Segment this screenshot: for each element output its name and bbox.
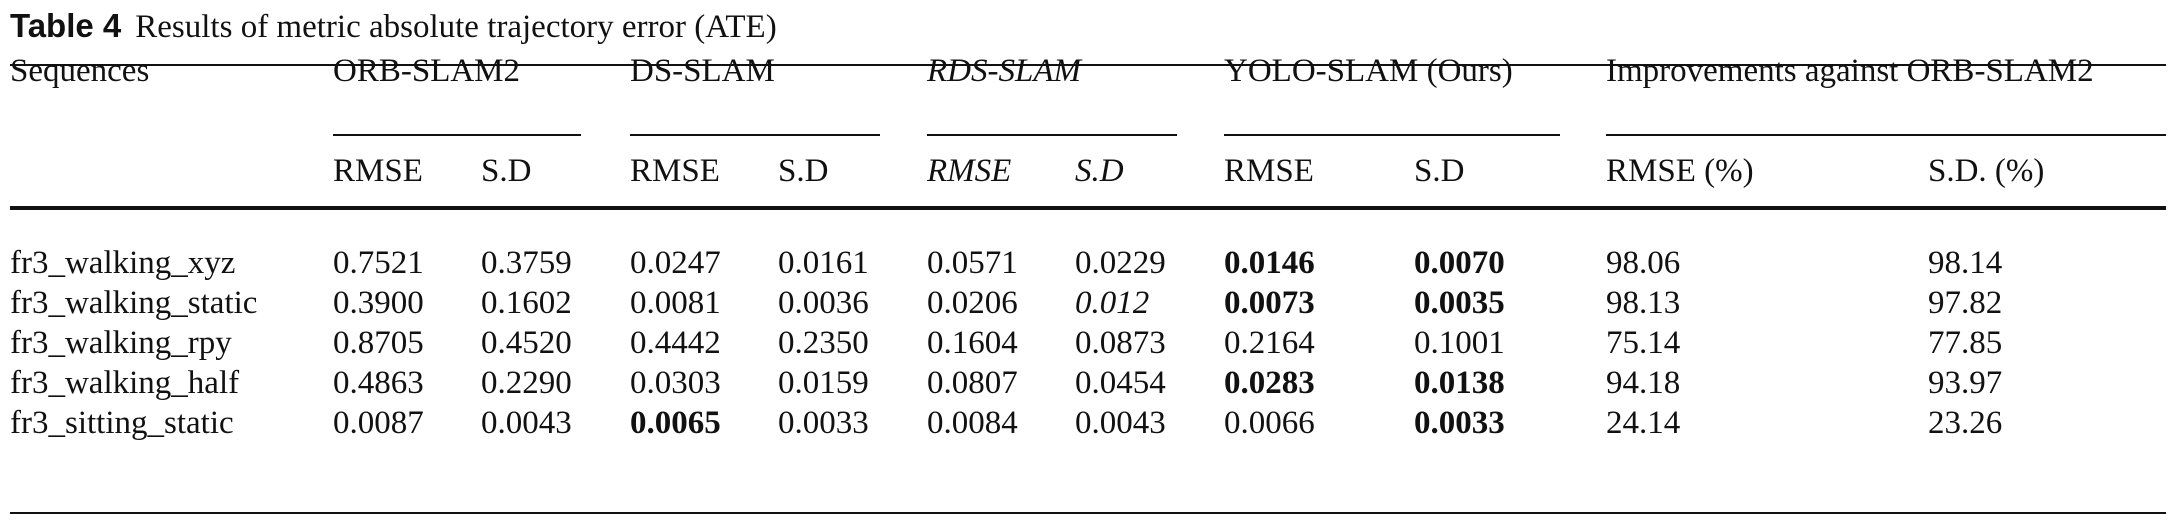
- cell-sitting-static-ds-sd: 0.0033: [778, 405, 869, 441]
- cell-walking-static-rds-sd: 0.012: [1075, 285, 1150, 321]
- cell-sitting-static-yolo-sd: 0.0033: [1414, 405, 1505, 441]
- cell-walking-rpy-sequence: fr3_walking_rpy: [10, 325, 232, 361]
- cell-walking-xyz-improve-rmse: 98.06: [1606, 245, 1681, 281]
- cell-walking-half-yolo-sd: 0.0138: [1414, 365, 1505, 401]
- group-rule-improvements: [1606, 134, 2166, 136]
- header-group-rds-slam: RDS-SLAM: [927, 53, 1081, 89]
- cell-walking-xyz-rds-rmse: 0.0571: [927, 245, 1018, 281]
- cell-walking-xyz-rds-sd: 0.0229: [1075, 245, 1166, 281]
- cell-walking-rpy-ds-rmse: 0.4442: [630, 325, 721, 361]
- table-title: Results of metric absolute trajectory error (ATE): [135, 9, 777, 45]
- cell-walking-rpy-orb-sd: 0.4520: [481, 325, 572, 361]
- cell-walking-rpy-orb-rmse: 0.8705: [333, 325, 424, 361]
- cell-sitting-static-improve-sd: 23.26: [1928, 405, 2003, 441]
- cell-sitting-static-yolo-rmse: 0.0066: [1224, 405, 1315, 441]
- cell-walking-rpy-ds-sd: 0.2350: [778, 325, 869, 361]
- cell-walking-static-yolo-rmse: 0.0073: [1224, 285, 1315, 321]
- subheader-orb-sd: S.D: [481, 153, 532, 189]
- cell-walking-static-ds-rmse: 0.0081: [630, 285, 721, 321]
- subheader-improve-rmse: RMSE (%): [1606, 153, 1754, 189]
- cell-walking-half-improve-sd: 93.97: [1928, 365, 2003, 401]
- cell-walking-half-orb-rmse: 0.4863: [333, 365, 424, 401]
- table-caption: [10, 4, 777, 49]
- cell-walking-rpy-improve-rmse: 75.14: [1606, 325, 1681, 361]
- subheader-ds-sd: S.D: [778, 153, 829, 189]
- cell-walking-half-rds-rmse: 0.0807: [927, 365, 1018, 401]
- cell-walking-static-ds-sd: 0.0036: [778, 285, 869, 321]
- cell-walking-rpy-yolo-rmse: 0.2164: [1224, 325, 1315, 361]
- cell-walking-rpy-improve-sd: 77.85: [1928, 325, 2003, 361]
- subheader-rds-sd: S.D: [1075, 153, 1124, 189]
- header-group-improvements: Improvements against ORB-SLAM2: [1606, 53, 2094, 89]
- cell-sitting-static-sequence: fr3_sitting_static: [10, 405, 234, 441]
- cell-walking-xyz-ds-rmse: 0.0247: [630, 245, 721, 281]
- cell-walking-half-yolo-rmse: 0.0283: [1224, 365, 1315, 401]
- subheader-yolo-rmse: RMSE: [1224, 153, 1314, 189]
- subheader-yolo-sd: S.D: [1414, 153, 1465, 189]
- cell-sitting-static-orb-sd: 0.0043: [481, 405, 572, 441]
- table-label: Table 4: [10, 7, 122, 44]
- cell-walking-static-improve-sd: 97.82: [1928, 285, 2003, 321]
- cell-walking-rpy-rds-rmse: 0.1604: [927, 325, 1018, 361]
- cell-walking-xyz-yolo-sd: 0.0070: [1414, 245, 1505, 281]
- cell-walking-static-sequence: fr3_walking_static: [10, 285, 258, 321]
- cell-walking-static-orb-sd: 0.1602: [481, 285, 572, 321]
- cell-walking-xyz-orb-sd: 0.3759: [481, 245, 572, 281]
- cell-walking-static-rds-rmse: 0.0206: [927, 285, 1018, 321]
- bottom-rule: [10, 512, 2166, 514]
- group-rule-rds-slam: [927, 134, 1177, 136]
- subheader-orb-rmse: RMSE: [333, 153, 423, 189]
- subheader-ds-rmse: RMSE: [630, 153, 720, 189]
- cell-sitting-static-rds-sd: 0.0043: [1075, 405, 1166, 441]
- cell-walking-xyz-sequence: fr3_walking_xyz: [10, 245, 236, 281]
- header-group-orb-slam2: ORB-SLAM2: [333, 53, 521, 89]
- cell-sitting-static-improve-rmse: 24.14: [1606, 405, 1681, 441]
- cell-sitting-static-rds-rmse: 0.0084: [927, 405, 1018, 441]
- cell-walking-half-ds-rmse: 0.0303: [630, 365, 721, 401]
- cell-walking-rpy-yolo-sd: 0.1001: [1414, 325, 1505, 361]
- cell-walking-half-orb-sd: 0.2290: [481, 365, 572, 401]
- cell-sitting-static-ds-rmse: 0.0065: [630, 405, 721, 441]
- group-rule-yolo-slam: [1224, 134, 1560, 136]
- cell-walking-half-rds-sd: 0.0454: [1075, 365, 1166, 401]
- cell-walking-xyz-ds-sd: 0.0161: [778, 245, 869, 281]
- cell-walking-static-yolo-sd: 0.0035: [1414, 285, 1505, 321]
- cell-walking-static-improve-rmse: 98.13: [1606, 285, 1681, 321]
- header-group-yolo-slam: YOLO-SLAM (Ours): [1224, 53, 1513, 89]
- cell-walking-half-improve-rmse: 94.18: [1606, 365, 1681, 401]
- cell-walking-half-sequence: fr3_walking_half: [10, 365, 240, 401]
- cell-sitting-static-orb-rmse: 0.0087: [333, 405, 424, 441]
- cell-walking-xyz-orb-rmse: 0.7521: [333, 245, 424, 281]
- cell-walking-xyz-yolo-rmse: 0.0146: [1224, 245, 1315, 281]
- group-rule-orb-slam2: [333, 134, 581, 136]
- header-rule: [10, 206, 2166, 210]
- subheader-rds-rmse: RMSE: [927, 153, 1012, 189]
- cell-walking-static-orb-rmse: 0.3900: [333, 285, 424, 321]
- header-group-ds-slam: DS-SLAM: [630, 53, 775, 89]
- group-rule-ds-slam: [630, 134, 880, 136]
- header-sequences: Sequences: [10, 53, 150, 89]
- cell-walking-xyz-improve-sd: 98.14: [1928, 245, 2003, 281]
- cell-walking-rpy-rds-sd: 0.0873: [1075, 325, 1166, 361]
- cell-walking-half-ds-sd: 0.0159: [778, 365, 869, 401]
- subheader-improve-sd: S.D. (%): [1928, 153, 2045, 189]
